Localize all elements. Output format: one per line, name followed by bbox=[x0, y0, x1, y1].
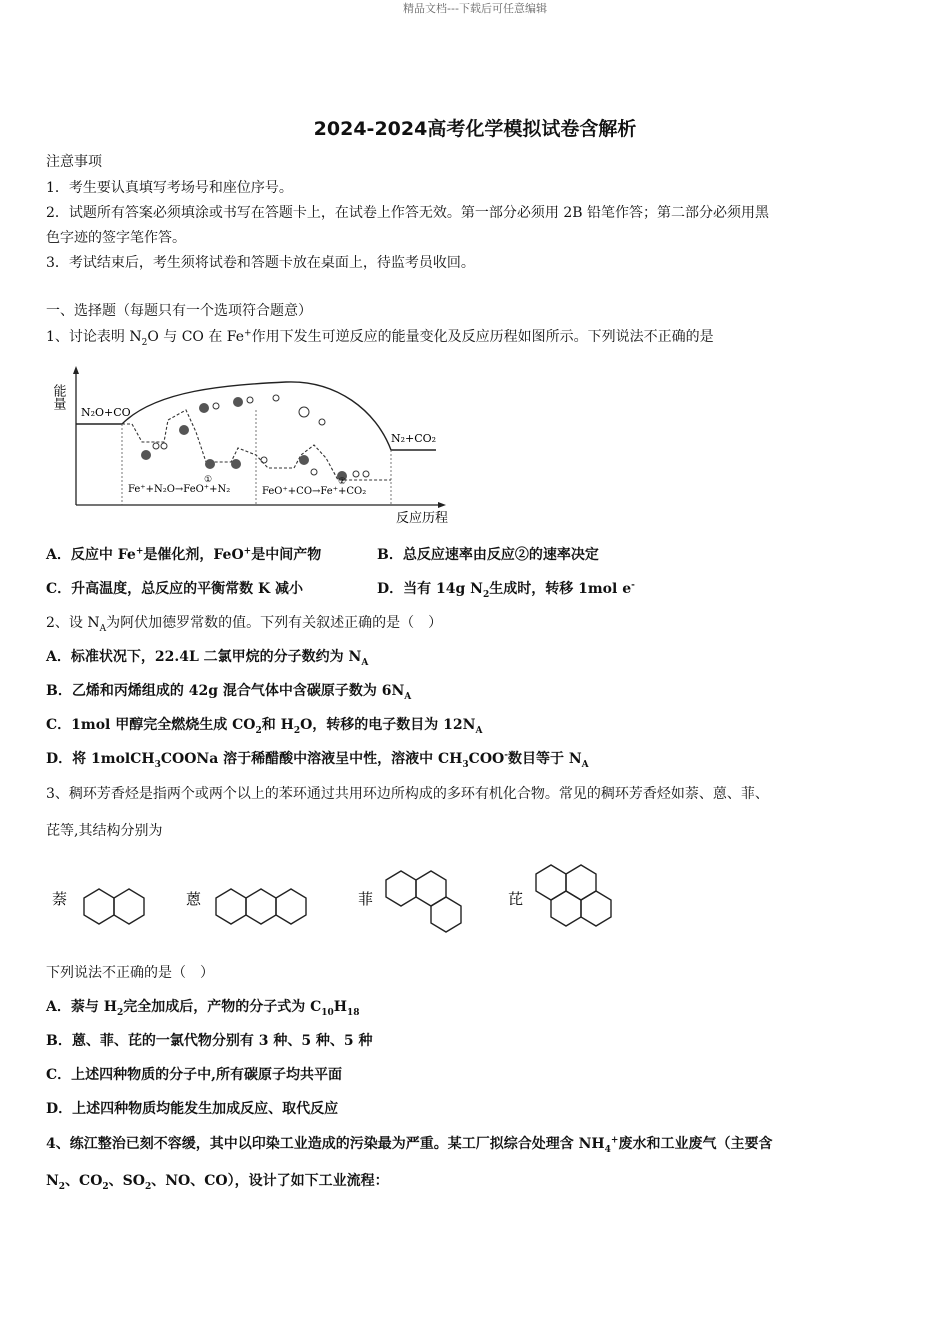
question-3-stem: 3、稠环芳香烃是指两个或两个以上的苯环通过共用环边所构成的多环有机化合物。常见的稠环芳香烃如萘、蒽、菲、 bbox=[46, 786, 769, 802]
question-4-stem: 4、练江整治已刻不容缓，其中以印染工业造成的污染最为严重。某工厂拟综合处理含 $NH_4^+$废水和工业废气（主要含 bbox=[46, 1135, 773, 1155]
naphthalene-structure bbox=[84, 889, 144, 924]
anthracene-label: 蒽 bbox=[186, 890, 202, 908]
q2-option-a: A．标准状况下，22.4L 二氯甲烷的分子数约为 $N_A$ bbox=[46, 649, 369, 668]
q1-option-c: C．升高温度，总反应的平衡常数 K 减小 bbox=[46, 581, 304, 597]
anthracene-structure bbox=[216, 889, 306, 924]
q3-option-b: B．蒽、菲、芘的一氯代物分别有 3 种、5 种、5 种 bbox=[46, 1033, 373, 1049]
section-heading: 一、选择题（每题只有一个选项符合题意） bbox=[46, 303, 312, 319]
step1-mark: ① bbox=[204, 475, 213, 485]
q2-option-c: C．1mol 甲醇完全燃烧生成 $CO_2$和 $H_2O$，转移的电子数目为 $12N_A$ bbox=[46, 717, 483, 736]
page-title: 2024-2024高考化学模拟试卷含解析 bbox=[313, 118, 637, 140]
phenanthrene-label: 菲 bbox=[358, 890, 374, 908]
question-4-stem-cont: $N_2$、$CO_2$、$SO_2$、NO、CO），设计了如下工业流程： bbox=[46, 1173, 389, 1192]
notice-item: 1．考生要认真填写考场号和座位序号。 bbox=[46, 180, 293, 196]
notice-heading: 注意事项 bbox=[46, 154, 102, 170]
end-label: N₂+CO₂ bbox=[391, 432, 437, 445]
q1-option-b: B．总反应速率由反应②的速率决定 bbox=[377, 547, 599, 563]
q1-option-d: D．当有 14g $N_2$生成时，转移 1mol e- bbox=[377, 580, 635, 600]
step2-mark: ② bbox=[338, 477, 347, 487]
step1-label: Fe⁺+N₂O→FeO⁺+N₂ bbox=[128, 484, 231, 495]
step2-label: FeO⁺+CO→Fe⁺+CO₂ bbox=[262, 486, 367, 497]
notice-item: 2．试题所有答案必须填涂或书写在答题卡上，在试卷上作答无效。第一部分必须用 2B 铅笔作答；第二部分必须用黑 bbox=[46, 205, 769, 221]
aromatic-structures bbox=[46, 860, 646, 950]
q3-option-c: C．上述四种物质的分子中,所有碳原子均共平面 bbox=[46, 1067, 343, 1083]
question-1-stem: 1、讨论表明 $N_2O$ 与 CO 在 Fe+作用下发生可逆反应的能量变化及反应历程如图所示。下列说法不正确的是 bbox=[46, 328, 714, 348]
question-3-ask: 下列说法不正确的是（ ） bbox=[46, 965, 214, 981]
notice-item: 3．考试结束后，考生须将试卷和答题卡放在桌面上，待监考员收回。 bbox=[46, 255, 475, 271]
q1-option-a: A．反应中 Fe+是催化剂，FeO+是中间产物 bbox=[46, 546, 322, 563]
q3-option-d: D．上述四种物质均能发生加成反应、取代反应 bbox=[46, 1101, 339, 1117]
q2-option-b: B．乙烯和丙烯组成的 42g 混合气体中含碳原子数为 $6N_A$ bbox=[46, 683, 412, 702]
naphthalene-label: 萘 bbox=[52, 890, 68, 908]
pyrene-label: 芘 bbox=[508, 890, 524, 908]
notice-item: 色字迹的签字笔作答。 bbox=[46, 230, 186, 246]
q2-option-d: D．将 1molCH$_3$COONa 溶于稀醋酸中溶液呈中性，溶液中 $CH_3COO^-$数目等于 $N_A$ bbox=[46, 750, 589, 770]
energy-diagram bbox=[46, 360, 496, 530]
start-label: N₂O+CO bbox=[81, 406, 131, 419]
pyrene-structure bbox=[536, 865, 611, 926]
question-2-stem: 2、设 $N_A$为阿伏加德罗常数的值。下列有关叙述正确的是（ ） bbox=[46, 615, 443, 634]
q3-option-a: A．萘与 $H_2$完全加成后，产物的分子式为 $C_{10}H_{18}$ bbox=[46, 999, 360, 1018]
phenanthrene-structure bbox=[386, 871, 461, 932]
x-axis-label: 反应历程 bbox=[396, 511, 449, 526]
y-axis-label: 能量 bbox=[50, 384, 66, 410]
header-note: 精品文档---下载后可任意编辑 bbox=[403, 2, 547, 15]
question-3-stem-cont: 芘等,其结构分别为 bbox=[46, 823, 163, 839]
